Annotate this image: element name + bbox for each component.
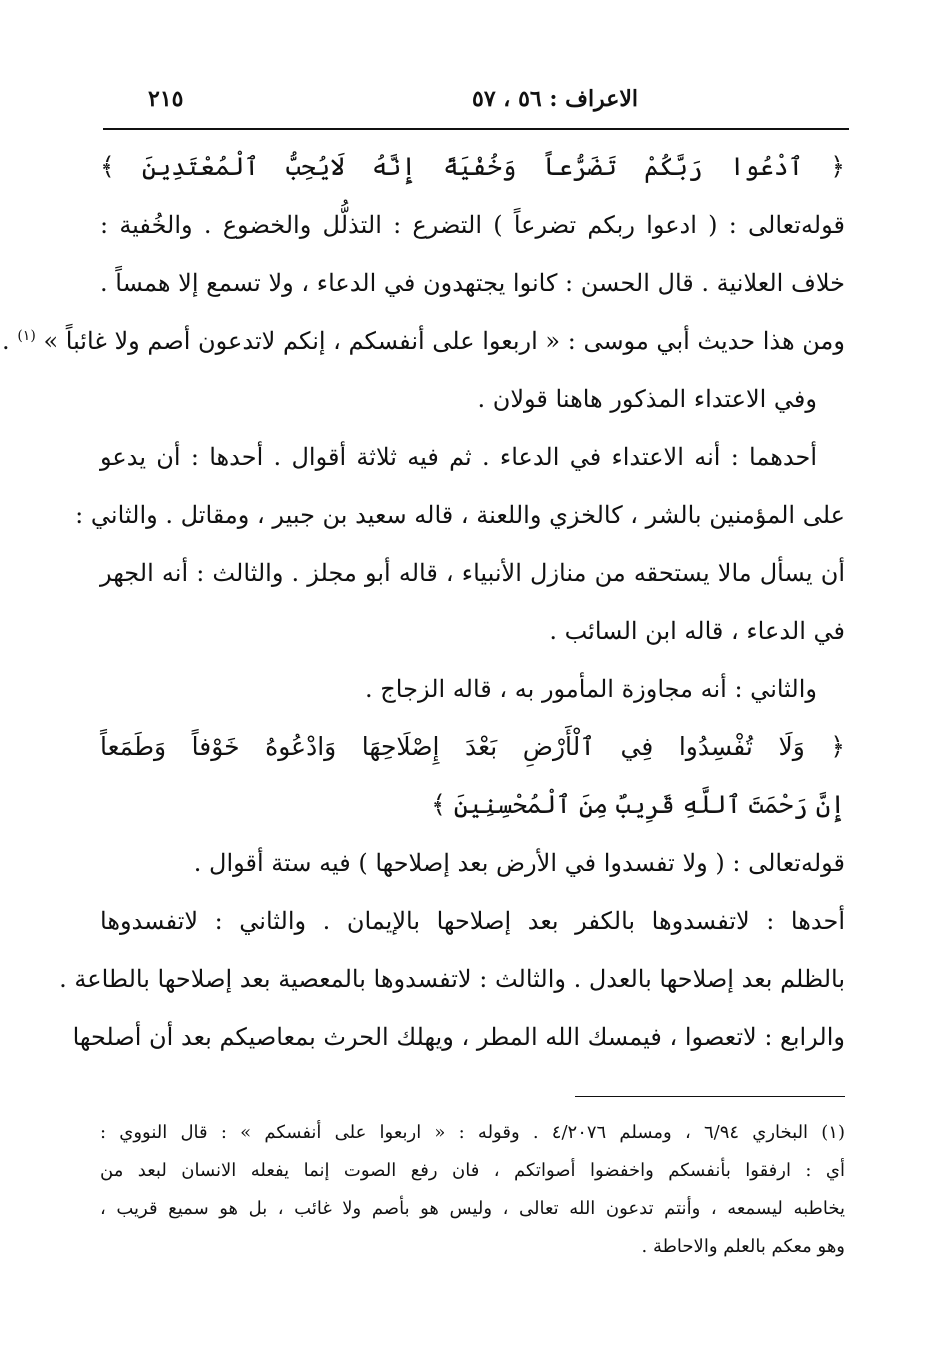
text-line: أن يسأل مالا يستحقه من منازل الأنبياء ، قاله أبو مجلز . والثالث : أنه الجهر xyxy=(100,559,845,587)
main-text xyxy=(2,138,845,1066)
verse-line: ﴿ ٱدْعُوا رَبَّكُمْ تَضَرُّعاً وَخُفْيَةً إِنَّهُ لَايُحِبُّ ٱلْمُعْتَدِينَ ﴾ xyxy=(100,152,845,181)
text-line: وفي الاعتداء المذكور هاهنا قولان . xyxy=(477,385,817,413)
footnote-divider xyxy=(575,1096,845,1097)
footnotes xyxy=(100,1114,845,1266)
footnote-marker[interactable]: (١) xyxy=(17,328,36,344)
text-line: بالظلم بعد إصلاحها بالعدل . والثالث : لاتفسدوها بالمعصية بعد إصلاحها بالطاعة . xyxy=(59,965,845,993)
text-line: قوله‌تعالى : ( ولا تفسدوا في الأرض بعد إصلاحها ) فيه ستة أقوال . xyxy=(193,849,845,877)
text-line: في الدعاء ، قاله ابن السائب . xyxy=(549,617,845,645)
text-line: والرابع : لاتعصوا ، فيمسك الله المطر ، ويهلك الحرث بمعاصيكم بعد أن أصلحها xyxy=(72,1023,845,1051)
text-line xyxy=(2,312,845,370)
text-line: خلاف العلانية . قال الحسن : كانوا يجتهدون في الدعاء ، ولا تسمع إلا همساً . xyxy=(100,269,845,297)
footnote-line: وهو معكم بالعلم والاحاطة . xyxy=(641,1236,845,1257)
running-title: الاعراف : ٥٦ ، ٥٧ xyxy=(472,86,638,112)
footnote-line: أي : ارفقوا بأنفسكم واخفضوا أصواتكم ، فان رفع الصوت إنما يفعله الانسان لبعد من xyxy=(100,1160,845,1181)
verse-line: ﴿ وَلَا تُفْسِدُوا فِي ٱلْأَرْضِ بَعْدَ إِصْلَاحِهَا وَادْعُوهُ خَوْفاً وَطَمَعاً xyxy=(100,732,845,761)
text-segment: ومن هذا حديث أبي موسى : « اربعوا على أنفسكم ، إنكم لاتدعون أصم ولا غائباً » xyxy=(43,327,845,355)
text-line: أحدها : لاتفسدوها بالكفر بعد إصلاحها بالإيمان . والثاني : لاتفسدوها xyxy=(100,907,845,935)
footnote-line: يخاطبه ليسمعه ، وأنتم تدعون الله تعالى ، وليس هو بأصم ولا غائب ، بل هو سميع قريب ، xyxy=(100,1198,845,1219)
verse-line: إِنَّ رَحْمَتَ ٱللَّهِ قَرِيبٌ مِنَ ٱلْمُحْسِنِينَ ﴾ xyxy=(431,790,845,819)
page-number: ٢١٥ xyxy=(148,86,184,112)
text-line: أحدهما : أنه الاعتداء في الدعاء . ثم فيه ثلاثة أقوال . أحدها : أن يدعو xyxy=(100,443,817,471)
text-line: قوله‌تعالى : ( ادعوا ربكم تضرعاً ) التضرع : التذلُّل والخضوع . والخُفية : xyxy=(100,211,845,239)
text-line: والثاني : أنه مجاوزة المأمور به ، قاله الزجاج . xyxy=(365,675,817,703)
page-header xyxy=(100,86,843,122)
line-end-mark: . xyxy=(2,327,10,355)
footnote-line: (١) البخاري ٦/٩٤ ، ومسلم ٤/٢٠٧٦ . وقوله : « اربعوا على أنفسكم » : قال النووي : xyxy=(100,1122,845,1143)
text-line: على المؤمنين بالشر ، كالخزي واللعنة ، قاله سعيد بن جبير ، ومقاتل . والثاني : xyxy=(75,501,845,529)
header-divider xyxy=(103,128,849,130)
